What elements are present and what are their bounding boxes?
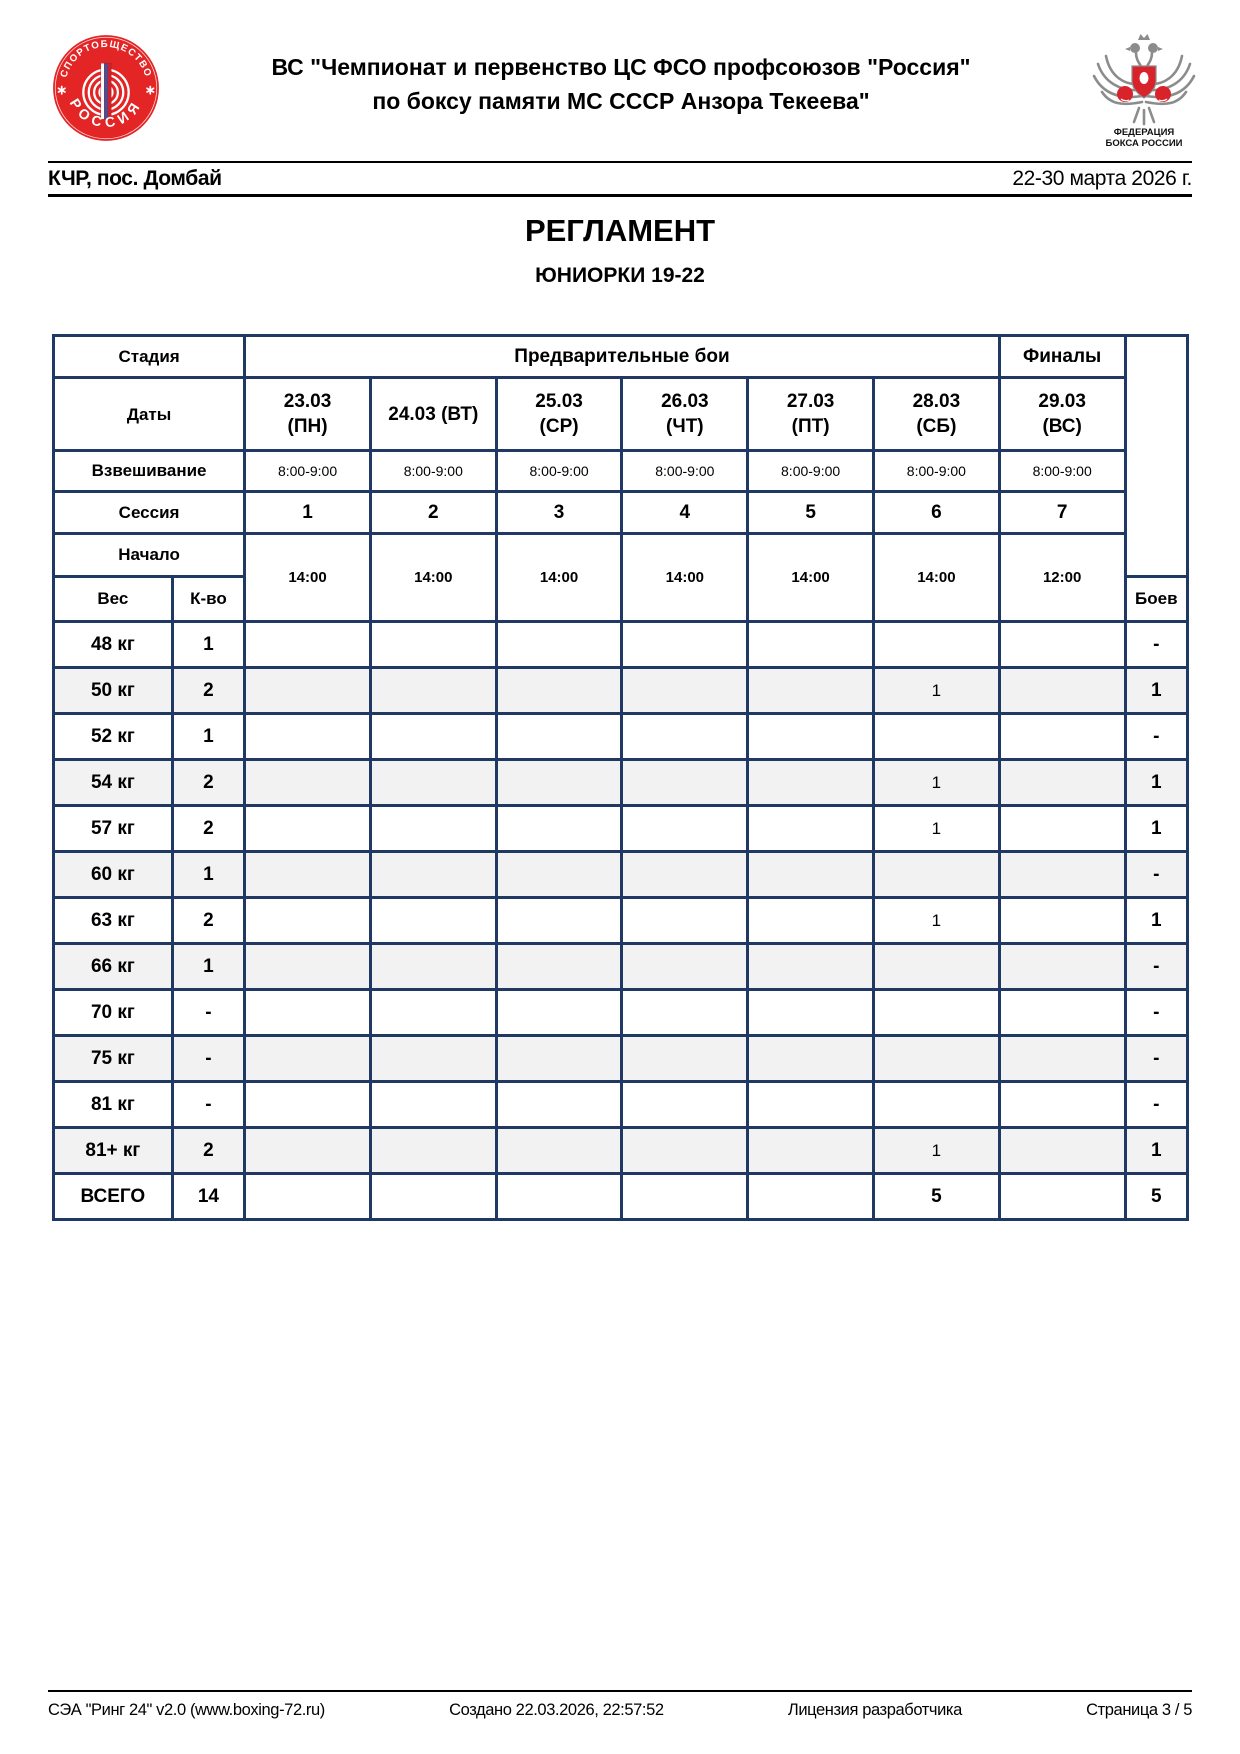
day-cell [873, 622, 999, 668]
day-cell [622, 852, 748, 898]
day-cell [999, 1174, 1125, 1220]
page-header [0, 0, 1240, 157]
day-cell [748, 1036, 874, 1082]
day-cell [496, 760, 622, 806]
day-cell [622, 944, 748, 990]
weight-row-81 [54, 1082, 1188, 1128]
weight-row-54 [54, 760, 1188, 806]
day-cell [245, 1128, 371, 1174]
weight-cell: 63 кг [54, 898, 173, 944]
day-cell [370, 898, 496, 944]
day-cell [245, 852, 371, 898]
day-cell [245, 668, 371, 714]
day-cell [370, 1082, 496, 1128]
event-title [160, 34, 1082, 118]
day-cell [370, 714, 496, 760]
federation-caption-line1: ФЕДЕРАЦИЯ [1113, 127, 1175, 138]
day-cell [873, 1036, 999, 1082]
day-cell [622, 806, 748, 852]
day-cell [370, 760, 496, 806]
count-cell: 2 [172, 898, 244, 944]
day-cell [748, 898, 874, 944]
start-cell: 14:00 [496, 534, 622, 622]
weight-row-63 [54, 898, 1188, 944]
weight-row-66 [54, 944, 1188, 990]
day-cell [622, 668, 748, 714]
weight-row-50 [54, 668, 1188, 714]
schedule-table [52, 334, 1189, 1221]
session-label: Сессия [54, 492, 245, 534]
day-cell: 1 [873, 898, 999, 944]
date-header: 28.03 (СБ) [873, 378, 999, 451]
day-cell [496, 990, 622, 1036]
day-cell [245, 622, 371, 668]
weight-cell: 52 кг [54, 714, 173, 760]
weight-cell: 75 кг [54, 1036, 173, 1082]
day-cell [999, 898, 1125, 944]
day-cell [999, 1082, 1125, 1128]
session-cell: 4 [622, 492, 748, 534]
start-cell: 12:00 [999, 534, 1125, 622]
count-cell: - [172, 1036, 244, 1082]
day-cell [748, 852, 874, 898]
day-cell [622, 1174, 748, 1220]
day-cell [748, 806, 874, 852]
weighin-row [54, 451, 1188, 492]
day-cell [748, 944, 874, 990]
boxing-federation-logo-icon [1082, 28, 1206, 157]
date-header: 23.03 (ПН) [245, 378, 371, 451]
day-cell [496, 714, 622, 760]
day-cell [748, 622, 874, 668]
day-cell [748, 1128, 874, 1174]
prelim-header: Предварительные бои [245, 336, 1000, 378]
weighin-cell: 8:00-9:00 [873, 451, 999, 492]
session-row [54, 492, 1188, 534]
day-cell [748, 1174, 874, 1220]
day-cell [370, 1128, 496, 1174]
day-cell [496, 668, 622, 714]
event-title-line2: по боксу памяти МС СССР Анзора Текеева" [372, 88, 870, 114]
bouts-cell: 5 [1125, 1174, 1187, 1220]
start-row [54, 534, 1188, 577]
count-cell: 2 [172, 760, 244, 806]
day-cell [496, 622, 622, 668]
total-row [54, 1174, 1188, 1220]
finals-header: Финалы [999, 336, 1125, 378]
day-cell [370, 852, 496, 898]
day-cell [873, 1082, 999, 1128]
weighin-cell: 8:00-9:00 [245, 451, 371, 492]
count-cell: 1 [172, 852, 244, 898]
day-cell [748, 1082, 874, 1128]
dates-label: Даты [54, 378, 245, 451]
count-cell: 2 [172, 1128, 244, 1174]
day-cell [370, 668, 496, 714]
page-footer [48, 1690, 1192, 1720]
start-cell: 14:00 [622, 534, 748, 622]
day-cell [245, 806, 371, 852]
day-cell [999, 622, 1125, 668]
day-cell [999, 668, 1125, 714]
session-cell: 6 [873, 492, 999, 534]
day-cell [245, 898, 371, 944]
day-cell [245, 1082, 371, 1128]
day-cell: 1 [873, 1128, 999, 1174]
day-cell: 1 [873, 806, 999, 852]
weight-cell: 60 кг [54, 852, 173, 898]
start-label: Начало [54, 534, 245, 577]
weight-cell: 54 кг [54, 760, 173, 806]
bouts-cell: - [1125, 714, 1187, 760]
day-cell [622, 622, 748, 668]
weighin-cell: 8:00-9:00 [496, 451, 622, 492]
date-header: 26.03 (ЧТ) [622, 378, 748, 451]
count-cell: 14 [172, 1174, 244, 1220]
start-cell: 14:00 [370, 534, 496, 622]
weight-row-75 [54, 1036, 1188, 1082]
day-cell [748, 668, 874, 714]
day-cell [999, 1036, 1125, 1082]
session-cell: 5 [748, 492, 874, 534]
start-cell: 14:00 [873, 534, 999, 622]
weight-row-48 [54, 622, 1188, 668]
day-cell [496, 806, 622, 852]
day-cell [622, 898, 748, 944]
day-cell [370, 806, 496, 852]
day-cell [622, 714, 748, 760]
day-cell [873, 714, 999, 760]
day-cell: 1 [873, 760, 999, 806]
count-cell: 1 [172, 944, 244, 990]
day-cell [245, 990, 371, 1036]
weight-row-60 [54, 852, 1188, 898]
day-cell [748, 990, 874, 1036]
bouts-cell: - [1125, 622, 1187, 668]
bouts-cell: 1 [1125, 898, 1187, 944]
day-cell [370, 1174, 496, 1220]
bouts-cell: 1 [1125, 1128, 1187, 1174]
weight-cell: 66 кг [54, 944, 173, 990]
date-header: 24.03 (ВТ) [370, 378, 496, 451]
day-cell [496, 1036, 622, 1082]
day-cell [622, 1128, 748, 1174]
bouts-cell: - [1125, 852, 1187, 898]
count-cell: - [172, 990, 244, 1036]
weighin-cell: 8:00-9:00 [748, 451, 874, 492]
day-cell [496, 852, 622, 898]
day-cell [999, 852, 1125, 898]
weight-row-81+ [54, 1128, 1188, 1174]
weight-label: Вес [54, 577, 173, 622]
dates-row [54, 378, 1188, 451]
start-cell: 14:00 [748, 534, 874, 622]
bouts-cell: - [1125, 1036, 1187, 1082]
day-cell [496, 944, 622, 990]
count-cell: 2 [172, 668, 244, 714]
day-cell [622, 990, 748, 1036]
date-header: 29.03 (ВС) [999, 378, 1125, 451]
bouts-spacer-cell [1125, 336, 1187, 577]
weight-row-57 [54, 806, 1188, 852]
day-cell [999, 990, 1125, 1036]
weight-row-70 [54, 990, 1188, 1036]
day-cell [622, 1082, 748, 1128]
day-cell [245, 1174, 371, 1220]
footer-license: Лицензия разработчика [787, 1701, 962, 1719]
day-cell [496, 1082, 622, 1128]
sub-header [0, 163, 1240, 194]
day-cell [999, 760, 1125, 806]
logo-arc-bottom-text: РОССИЯ [66, 95, 146, 131]
session-cell: 3 [496, 492, 622, 534]
day-cell [748, 760, 874, 806]
weight-cell: 57 кг [54, 806, 173, 852]
day-cell [370, 944, 496, 990]
bouts-cell: - [1125, 1082, 1187, 1128]
day-cell [622, 1036, 748, 1082]
federation-caption-line2: БОКСА РОССИИ [1105, 138, 1183, 149]
footer-created: Создано 22.03.2026, 22:57:52 [449, 1701, 664, 1719]
day-cell [370, 1036, 496, 1082]
day-cell [873, 852, 999, 898]
day-cell [370, 990, 496, 1036]
day-cell [622, 760, 748, 806]
tricolor-band [101, 63, 111, 119]
session-cell: 1 [245, 492, 371, 534]
day-cell [370, 622, 496, 668]
day-cell [245, 760, 371, 806]
session-cell: 2 [370, 492, 496, 534]
weighin-cell: 8:00-9:00 [999, 451, 1125, 492]
event-location: КЧР, пос. Домбай [48, 166, 222, 190]
bouts-cell: 1 [1125, 806, 1187, 852]
day-cell [245, 944, 371, 990]
day-cell [873, 990, 999, 1036]
count-cell: - [172, 1082, 244, 1128]
day-cell [245, 714, 371, 760]
weight-cell: 50 кг [54, 668, 173, 714]
doc-title: РЕГЛАМЕНТ [524, 213, 716, 248]
day-cell [999, 806, 1125, 852]
stage-label: Стадия [54, 336, 245, 378]
weighin-cell: 8:00-9:00 [622, 451, 748, 492]
bouts-label: Боев [1125, 577, 1187, 622]
footer-page-number: Страница 3 / 5 [1086, 1701, 1192, 1719]
doc-subtitle: ЮНИОРКИ 19-22 [535, 264, 705, 287]
day-cell [496, 1128, 622, 1174]
stage-row [54, 336, 1188, 378]
weight-cell: 81 кг [54, 1082, 173, 1128]
weight-cell: 81+ кг [54, 1128, 173, 1174]
weight-cell: 48 кг [54, 622, 173, 668]
day-cell: 5 [873, 1174, 999, 1220]
footer-app-version: СЭА "Ринг 24" v2.0 (www.boxing-72.ru) [48, 1701, 325, 1719]
day-cell [873, 944, 999, 990]
day-cell [245, 1036, 371, 1082]
day-cell [496, 1174, 622, 1220]
weighin-cell: 8:00-9:00 [370, 451, 496, 492]
logo-arc-top-text: СПОРТОБЩЕСТВО [58, 38, 154, 79]
weighin-label: Взвешивание [54, 451, 245, 492]
bouts-cell: - [1125, 990, 1187, 1036]
day-cell: 1 [873, 668, 999, 714]
bouts-cell: 1 [1125, 668, 1187, 714]
session-cell: 7 [999, 492, 1125, 534]
weight-cell: 70 кг [54, 990, 173, 1036]
day-cell [999, 1128, 1125, 1174]
bouts-cell: - [1125, 944, 1187, 990]
weight-row-52 [54, 714, 1188, 760]
day-cell [999, 944, 1125, 990]
count-cell: 1 [172, 714, 244, 760]
count-label: К-во [172, 577, 244, 622]
date-header: 25.03 (СР) [496, 378, 622, 451]
count-cell: 1 [172, 622, 244, 668]
count-cell: 2 [172, 806, 244, 852]
event-title-line1: ВС "Чемпионат и первенство ЦС ФСО профсоюзов "Россия" [271, 54, 971, 80]
date-header: 27.03 (ПТ) [748, 378, 874, 451]
day-cell [496, 898, 622, 944]
event-date-range: 22-30 марта 2026 г. [1012, 166, 1192, 190]
weight-cell: ВСЕГО [54, 1174, 173, 1220]
day-cell [748, 714, 874, 760]
start-cell: 14:00 [245, 534, 371, 622]
sport-society-russia-logo-icon [52, 34, 160, 142]
day-cell [999, 714, 1125, 760]
sub-header-divider [48, 194, 1192, 197]
bouts-cell: 1 [1125, 760, 1187, 806]
